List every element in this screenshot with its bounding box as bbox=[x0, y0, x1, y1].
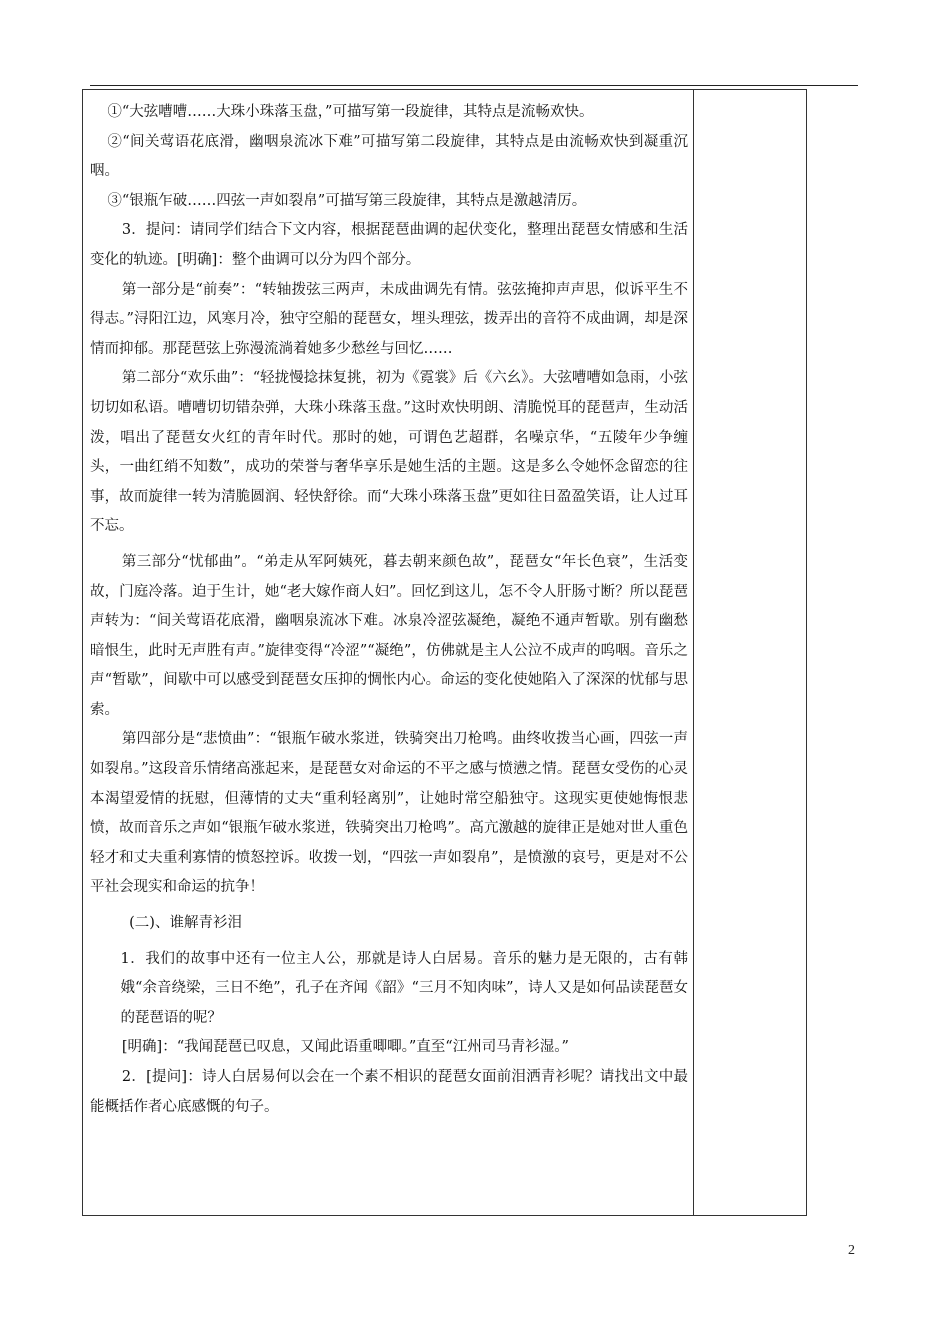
paragraph-part-2: 第二部分“欢乐曲”：“轻拢慢捻抹复挑，初为《霓裳》后《六幺》。大弦嘈嘈如急雨，小弦切切如私语。嘈嘈切切错杂弹，大珠小珠落玉盘。”这时欢快明朗、清脆悦耳的琵琶声，生动活泼，唱出了琵琶女火红的青年时代。那时的她，可谓色艺超群，名噪京华，“五陵年少争缠头，一曲红绡不知数”，成功的荣誉与奢华享乐是她生活的主题。这是多么令她怀念留恋的往事，故而旋律一转为清脆圆润、轻快舒徐。而“大珠小珠落玉盘”更如往日盈盈笑语，让人过耳不忘。 bbox=[90, 370, 688, 535]
paragraph-part-1: 第一部分是“前奏”：“转轴拨弦三两声，未成曲调先有情。弦弦掩抑声声思，似诉平生不得志。”浔阳江边，风寒月冷，独守空船的琵琶女，埋头理弦，拨弄出的音符不成曲调，却是深情而抑郁。那琵琶弦上弥漫流淌着她多少愁丝与回忆…… bbox=[90, 281, 688, 357]
section-heading: (二)、谁解青衫泪 bbox=[129, 915, 242, 932]
paragraph-question-3: 3．提问：请同学们结合下文内容，根据琵琶曲调的起伏变化，整理出琵琶女情感和生活变化的轨迹。[明确]：整个曲调可以分为四个部分。 bbox=[90, 222, 688, 268]
page-number: 2 bbox=[848, 1243, 855, 1258]
paragraph-melody-3: ③“银瓶乍破……四弦一声如裂帛”可描写第三段旋律，其特点是激越清厉。 bbox=[107, 192, 587, 209]
table-cell-content bbox=[90, 98, 688, 1122]
paragraph-answer: [明确]：“我闻琵琶已叹息，又闻此语重唧唧。”直至“江州司马青衫湿。” bbox=[121, 1039, 569, 1056]
paragraph-melody-1: ①“大弦嘈嘈……大珠小珠落玉盘，”可描写第一段旋律，其特点是流畅欢快。 bbox=[107, 104, 594, 120]
paragraph-part-3: 第三部分“忧郁曲”。“弟走从军阿姨死，暮去朝来颜色故”，琵琶女“年长色衰”，生活变故，门庭冷落。迫于生计，她“老大嫁作商人妇”。回忆到这儿，怎不令人肝肠寸断？所以琵琶声转为：“间关莺语花底滑，幽咽泉流冰下难。冰泉冷涩弦凝绝，凝绝不通声暂歇。别有幽愁暗恨生，此时无声胜有声。”旋律变得“冷涩”“凝绝”，仿佛就是主人公泣不成声的呜咽。音乐之声“暂歇”，间歇中可以感受到琵琶女压抑的惆怅内心。命运的变化使她陷入了深深的忧郁与思索。 bbox=[90, 553, 688, 718]
header-rule bbox=[90, 85, 858, 86]
paragraph-question-1: 1．我们的故事中还有一位主人公，那就是诗人白居易。音乐的魅力是无限的，古有韩娥“余音绕梁，三日不绝”，孔子在齐闻《韶》“三月不知肉味”，诗人又是如何品读琵琶女的琵琶语的呢？ bbox=[120, 950, 688, 1026]
paragraph-question-2: 2．[提问]：诗人白居易何以会在一个素不相识的琵琶女面前泪洒青衫呢？请找出文中最能概括作者心底感慨的句子。 bbox=[90, 1069, 688, 1115]
paragraph-melody-2: ②“间关莺语花底滑，幽咽泉流冰下难”可描写第二段旋律，其特点是由流畅欢快到凝重沉咽。 bbox=[90, 133, 688, 180]
paragraph-part-4: 第四部分是“悲愤曲”：“银瓶乍破水浆迸，铁骑突出刀枪鸣。曲终收拨当心画，四弦一声如裂帛。”这段音乐情绪高涨起来，是琵琶女对命运的不平之感与愤懑之情。琵琶女受伤的心灵本渴望爱情的抚慰，但薄情的丈夫“重利轻离别”，让她时常空船独守。这现实更使她悔恨悲愤，故而音乐之声如“银瓶乍破水浆迸，铁骑突出刀枪鸣”。高亢激越的旋律正是她对世人重色轻才和丈夫重利寡情的愤怒控诉。收拨一划，“四弦一声如裂帛”，是愤激的哀号，更是对不公平社会现实和命运的抗争！ bbox=[90, 731, 688, 896]
table-column-divider bbox=[693, 89, 694, 1216]
